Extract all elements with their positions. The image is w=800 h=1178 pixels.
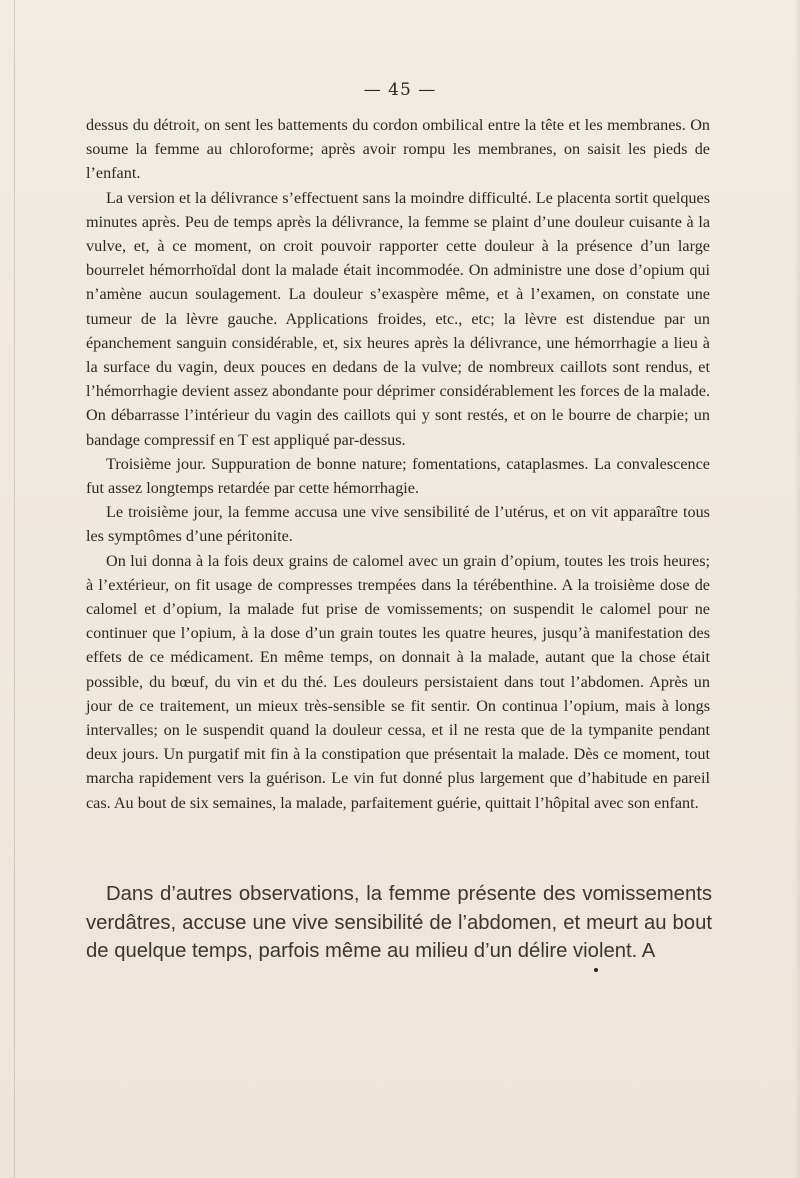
paragraph-continuation: dessus du détroit, on sent les battements du cordon ombilical entre la tête et les membranes. On soume la femme au chloroforme; après avoir rompu les membranes, on saisit les pieds de l’enfant. xyxy=(86,116,710,183)
paragraph-peritonitis: Le troisième jour, la femme accusa une vive sensibilité de l’utérus, et on vit apparaître tous les symptômes d’une péritonite. xyxy=(86,503,710,546)
paragraph-delivery: La version et la délivrance s’effectuent sans la moindre difficulté. Le placenta sortit quelques minutes après. Peu de temps après la délivrance, la femme se plaint d’une douleur cuisante à la vulve, et, à ce moment, on croit pouvoir rapporter cette douleur à la présence d’un large bourrelet hémorrhoïdal dont la malade était incommodée. On administre une dose d’opium qui n’amène aucun soulagement. La douleur s’exaspère même, et à l’examen, on constate une tumeur de la lèvre gauche. Applications froides, etc., etc; la lèvre est distendue par un épanchement sanguin considérable, et, six heures après la délivrance, une hémorrhagie a lieu à la surface du vagin, deux pouces en dedans de la vulve; de nombreux caillots sont rendus, et l’hémorrhagie devient assez abondante pour déprimer considérablement les forces de la malade. On débarrasse l’intérieur du vagin des caillots qui y sont restés, et on le bourre de charpie; un bandage compressif en T est appliqué par-dessus. xyxy=(86,188,710,449)
page-number: — 45 — xyxy=(363,80,437,100)
closing-text xyxy=(86,880,712,966)
body-text xyxy=(86,113,710,815)
ink-dot xyxy=(594,968,598,972)
paragraph-third-day: Troisième jour. Suppuration de bonne nature; fomentations, cataplasmes. La convalescence fut assez longtemps retardée par cette hémorrhagie. xyxy=(86,454,710,498)
paragraph-other-observations: Dans d’autres observations, la femme présente des vomissements verdâtres, accuse une vive sensibilité de l’abdomen, et meurt au bout de quelque temps, parfois même au milieu d’un délire violent. A xyxy=(86,883,712,962)
page-edge-shadow xyxy=(794,0,800,1178)
paragraph-treatment: On lui donna à la fois deux grains de calomel avec un grain d’opium, toutes les trois heures; à l’extérieur, on fit usage de compresses trempées dans la térébenthine. A la troisième dose de calomel et d’opium, la malade fut prise de vomissements; on suspendit le calomel pour ne continuer que l’opium, à la dose d’un grain toutes les quatre heures, jusqu’à manifestation des effets de ce médicament. En même temps, on donnait à la malade, autant que la chose était possible, du bœuf, du vin et du thé. Les douleurs persistaient dans tout l’abdomen. Après un jour de ce traitement, un mieux très-sensible se fit sentir. On continua l’opium, mais à longs intervalles; on le suspendit quand la douleur cessa, et il ne resta que de la tympanite pendant deux jours. Un purgatif mit fin à la constipation que présentait la malade. Dès ce moment, tout marcha rapidement vers la guérison. Le vin fut donné plus largement que d’habitude en pareil cas. Au bout de six semaines, la malade, parfaitement guérie, quittait l’hôpital avec son enfant. xyxy=(86,551,710,812)
binding-rule xyxy=(14,0,15,1178)
